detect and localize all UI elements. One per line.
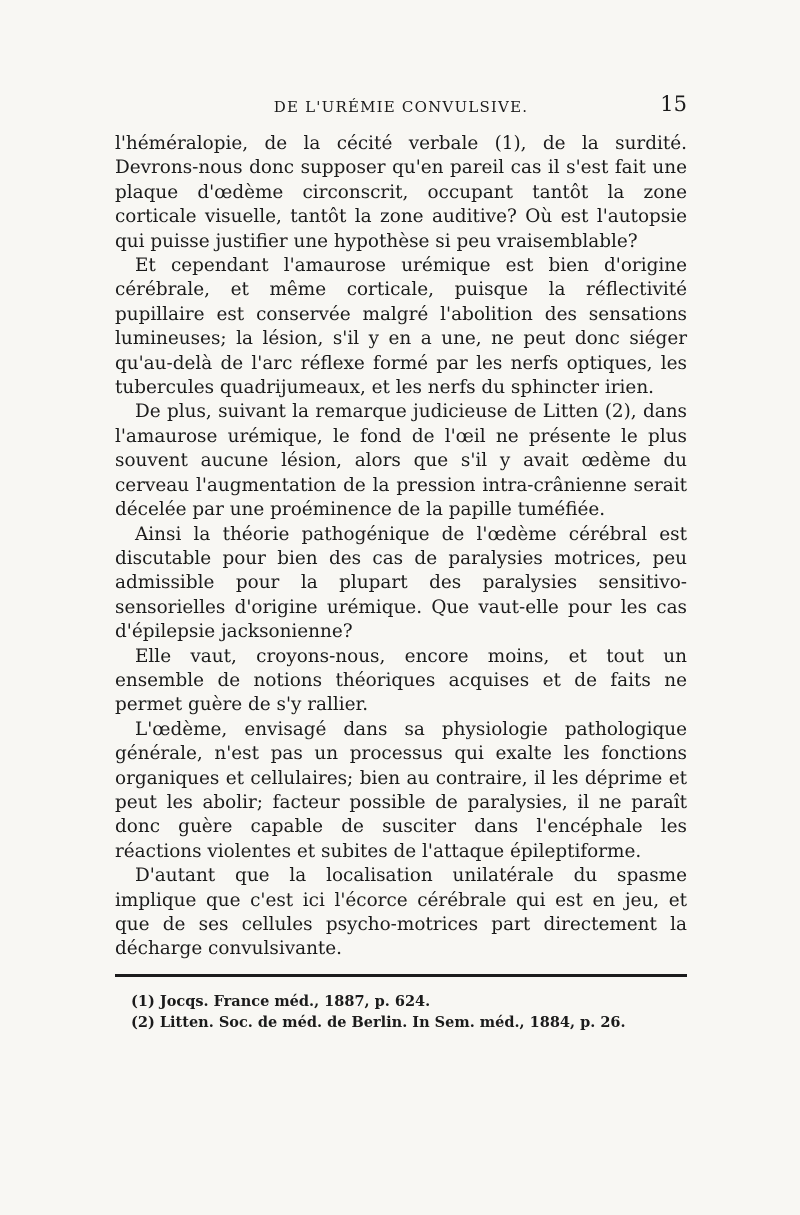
- footnote: (1) Jocqs. France méd., 1887, p. 624.: [131, 992, 431, 1010]
- footnote-rule: [115, 974, 687, 977]
- book-page: [115, 92, 687, 1033]
- paragraph: D'autant que la localisation unilatérale du spasme implique que c'est ici l'écorce cérébrale qui est en jeu, et que de ses cellules psycho-motrices part directement la décharge convulsivante.: [115, 865, 687, 960]
- paragraph: Et cependant l'amaurose urémique est bien d'origine cérébrale, et même corticale, puisque la réflectivité pupillaire est conservée malgré l'abolition des sensations lumineuses; la lésion, s'il y en a une, ne peut donc siéger qu'au-delà de l'arc réflexe formé par les nerfs optiques, les tubercules quadrijumeaux, et les nerfs du sphincter irien.: [115, 255, 687, 399]
- paragraph: l'héméralopie, de la cécité verbale (1), de la surdité. Devrons-nous donc supposer qu'en pareil cas il s'est fait une plaque d'œdème circonscrit, occupant tantôt la zone corticale visuelle, tantôt la zone auditive? Où est l'autopsie qui puisse justifier une hypothèse si peu vraisemblable?: [115, 133, 687, 252]
- paragraph: Ainsi la théorie pathogénique de l'œdème cérébral est discutable pour bien des cas de paralysies motrices, peu admissible pour la plupart des paralysies sensitivo-sensorielles d'origine urémique. Que vaut-elle pour les cas d'épilepsie jacksonienne?: [115, 523, 687, 643]
- page-number: 15: [660, 92, 687, 116]
- running-head: DE L'URÉMIE CONVULSIVE.: [273, 98, 529, 116]
- paragraph: De plus, suivant la remarque judicieuse de Litten (2), dans l'amaurose urémique, le fond de l'œil ne présente le plus souvent aucune lésion, alors que s'il y avait œdème du cerveau l'augmentation de la pression intra-crânienne serait décelée par une proéminence de la papille tuméfiée.: [115, 401, 687, 521]
- page-header: [115, 92, 687, 132]
- body-text: [115, 132, 687, 962]
- footnotes: [115, 991, 687, 1033]
- paragraph: Elle vaut, croyons-nous, encore moins, et tout un ensemble de notions théoriques acquises et de faits ne permet guère de s'y rallier.: [115, 645, 687, 716]
- footnote: (2) Litten. Soc. de méd. de Berlin. In Sem. méd., 1884, p. 26.: [131, 1013, 626, 1031]
- paragraph: L'œdème, envisagé dans sa physiologie pathologique générale, n'est pas un processus qui exalte les fonctions organiques et cellulaires; bien au contraire, il les déprime et peut les abolir; facteur possible de paralysies, il ne paraît donc guère capable de susciter dans l'encéphale les réactions violentes et subites de l'attaque épileptiforme.: [115, 718, 687, 862]
